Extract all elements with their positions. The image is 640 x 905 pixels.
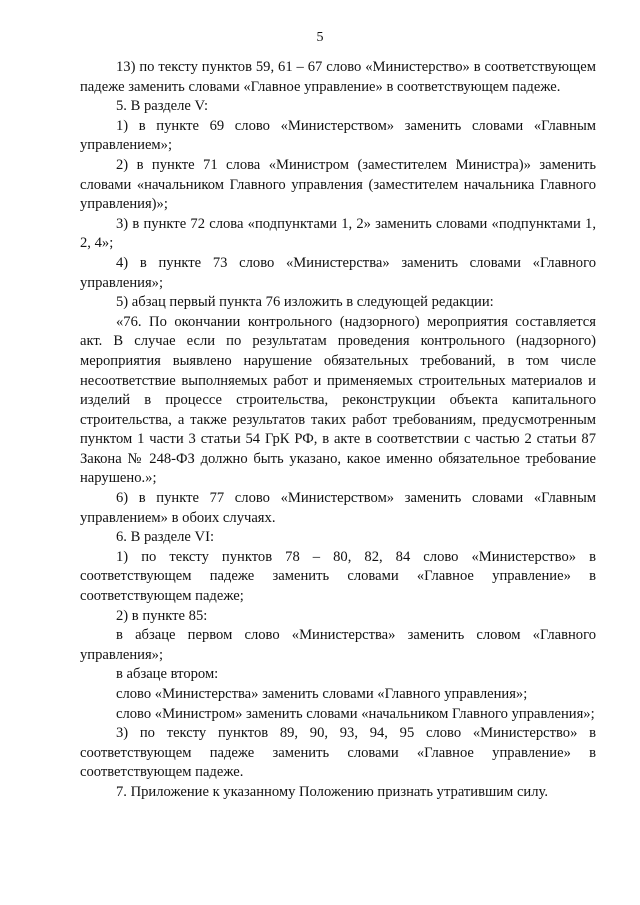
paragraph: слово «Министерства» заменить словами «Главного управления»; — [116, 686, 528, 702]
paragraph: слово «Министром» заменить словами «начальником Главного управления»; — [116, 705, 595, 722]
paragraph: 3) по тексту пунктов 89, 90, 93, 94, 95 слово «Министерство» в соответствующем падеже заменить словами «Главное управление» в соответствующем падеже. — [80, 725, 596, 781]
paragraph: 6) в пункте 77 слово «Министерством» заменить словами «Главным управлением» в обоих случаях. — [80, 490, 596, 526]
paragraph: в абзаце втором: — [116, 666, 219, 683]
paragraph: 7. Приложение к указанному Положению признать утратившим силу. — [116, 783, 548, 800]
document-body — [80, 58, 596, 803]
paragraph: 1) в пункте 69 слово «Министерством» заменить словами «Главным управлением»; — [80, 117, 596, 154]
page-number: 5 — [316, 30, 324, 45]
section-heading: 5. В разделе V: — [116, 98, 209, 115]
paragraph: 2) в пункте 85: — [116, 607, 208, 624]
paragraph: 2) в пункте 71 слова «Министром (заместителем Министра)» заменить словами «начальником Главного управления (заместителем начальника Главного управления)»; — [80, 156, 596, 213]
paragraph: 4) в пункте 73 слово «Министерства» заменить словами «Главного управления»; — [80, 254, 596, 291]
paragraph: 1) по тексту пунктов 78 – 80, 82, 84 слово «Министерство» в соответствующем падеже заменить словами «Главное управление» в соответствующем падеже; — [80, 548, 596, 605]
paragraph: 13) по тексту пунктов 59, 61 – 67 слово «Министерство» в соответствующем падеже заменить словами «Главное управление» в соответствующем падеже. — [80, 59, 596, 95]
section-heading: 6. В разделе VI: — [116, 529, 215, 546]
paragraph: 3) в пункте 72 слова «подпунктами 1, 2» заменить словами «подпунктами 1, 2, 4»; — [80, 215, 596, 252]
paragraph: в абзаце первом слово «Министерства» заменить словом «Главного управления»; — [80, 627, 596, 663]
quoted-paragraph: «76. По окончании контрольного (надзорного) мероприятия составляется акт. В случае если по результатам проведения контрольного (надзорного) мероприятия выявлено нарушение обязательных требований, в том числе несоответствие выполняемых работ и применяемых строительных материалов и изделий в процессе строительства, реконструкции объекта капитального строительства, а также результатов таких работ требованиям, предусмотренным пунктом 1 части 3 статьи 54 ГрК РФ, в акте в соответствии с частью 2 статьи 87 Закона № 248-ФЗ должно быть указано, какое именно обязательное требование нарушено.»; — [80, 313, 596, 487]
paragraph: 5) абзац первый пункта 76 изложить в следующей редакции: — [116, 294, 494, 311]
